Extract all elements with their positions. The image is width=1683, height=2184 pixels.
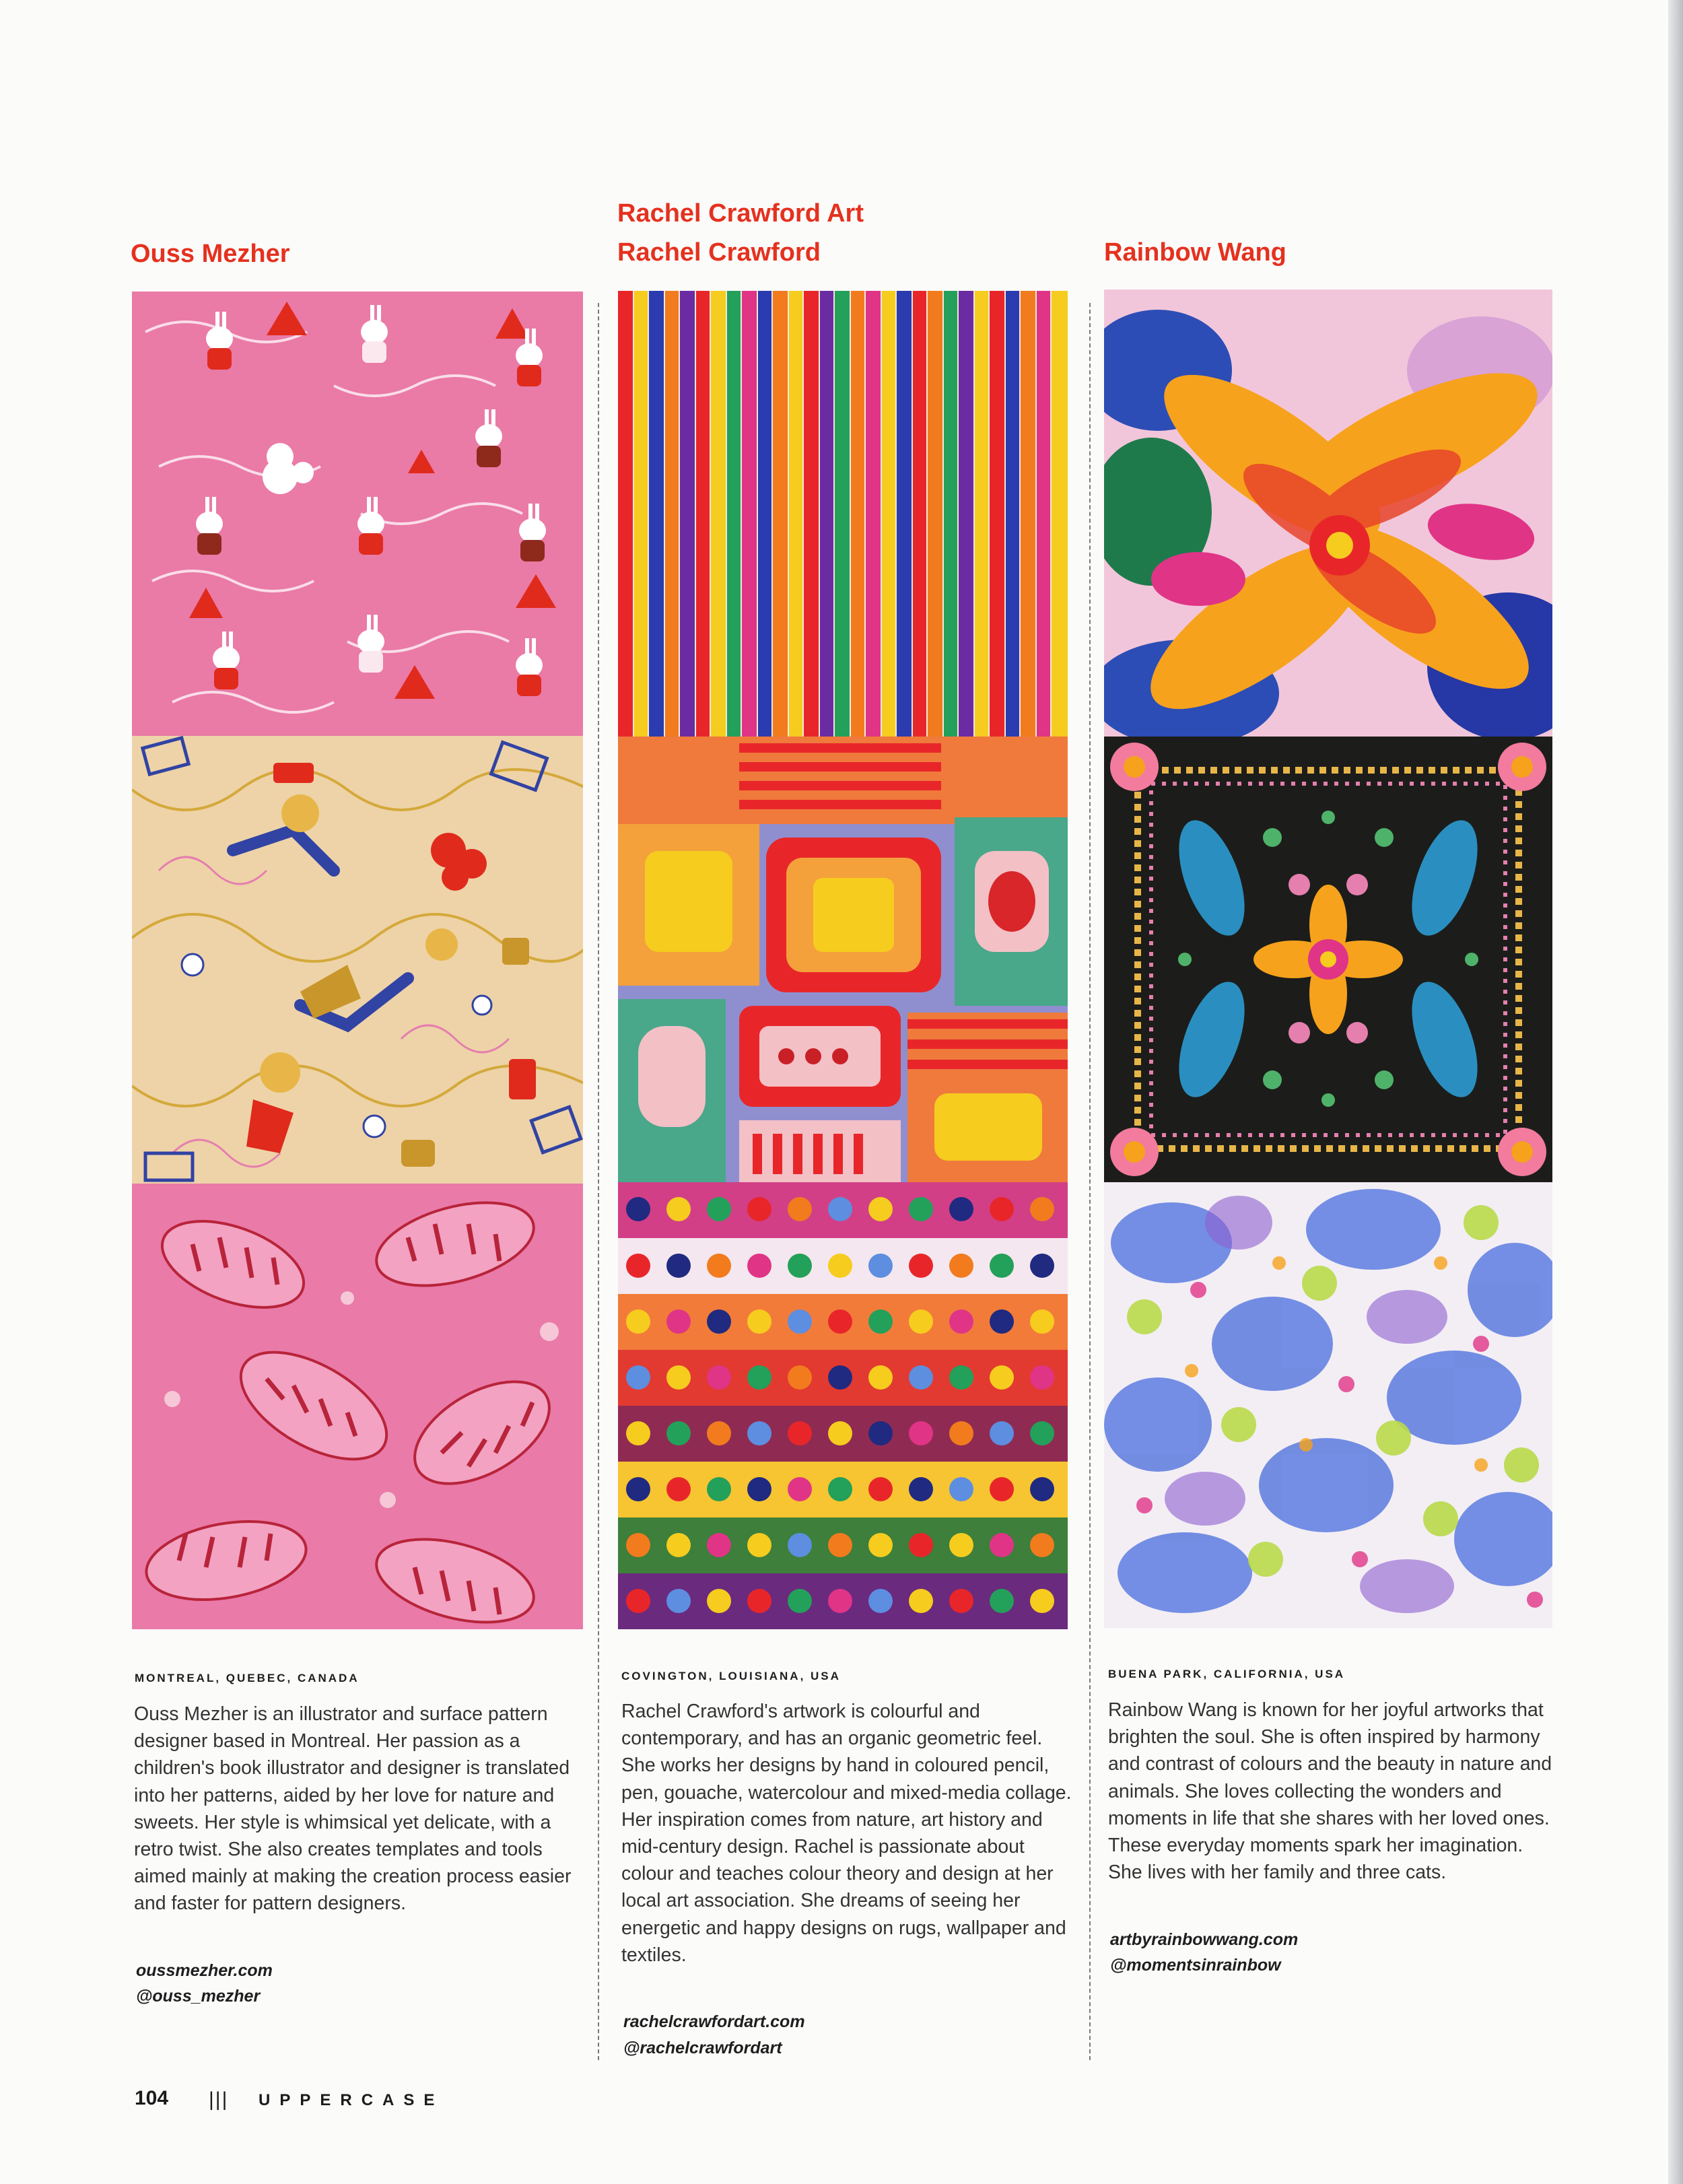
pattern-organic-geometric xyxy=(618,737,1068,1182)
social-handle[interactable]: @momentsinrainbow xyxy=(1110,1956,1281,1975)
pattern-dot-grid xyxy=(618,1182,1068,1629)
location: BUENA PARK, CALIFORNIA, USA xyxy=(1108,1668,1346,1680)
website-link[interactable]: oussmezher.com xyxy=(136,1961,273,1980)
artist-name-ouss-mezher: Ouss Mezher xyxy=(131,240,290,268)
pattern-bunnies-skating xyxy=(132,292,583,736)
artist-name-rachel-crawford: Rachel Crawford xyxy=(617,238,821,267)
pattern-peacock-scarf xyxy=(1104,737,1552,1182)
studio-name-rachel-crawford-art: Rachel Crawford Art xyxy=(617,199,864,228)
footer-separator: ||| xyxy=(209,2088,229,2111)
column-divider xyxy=(598,303,599,2060)
magazine-title: UPPERCASE xyxy=(259,2091,444,2109)
artist-bio: Ouss Mezher is an illustrator and surface pattern designer based in Montreal. Her passion as a children's book illustrator and designer is translated into her patterns, aided by her love for nature and sweets. Her style is whimsical yet delicate, with a retro twist. She also creates templates and tools aimed mainly at making the creation process easier and faster for pattern designers. xyxy=(134,1703,572,1915)
location: MONTREAL, QUEBEC, CANADA xyxy=(135,1672,359,1684)
pattern-watercolor-florals xyxy=(1104,1182,1552,1628)
artist-bio: Rainbow Wang is known for her joyful artworks that brighten the soul. She is often inspired by harmony and contrast of colours and the beauty in nature and animals. She loves collecting the wonders and moments in life that she shares with her loved ones. These everyday moments spark her imagination. She lives with her family and three cats. xyxy=(1108,1699,1552,1884)
column-divider xyxy=(1089,303,1091,2060)
page-number: 104 xyxy=(135,2087,169,2109)
social-handle[interactable]: @rachelcrawfordart xyxy=(623,2039,782,2057)
website-link[interactable]: rachelcrawfordart.com xyxy=(623,2012,805,2031)
pattern-painted-stripes xyxy=(618,291,1068,737)
pattern-watercolor-lily xyxy=(1104,289,1552,737)
page-edge-shadow xyxy=(1668,0,1683,2184)
pattern-tigers xyxy=(132,1184,583,1629)
social-handle[interactable]: @ouss_mezher xyxy=(136,1987,261,2006)
pattern-kitchen-dancers xyxy=(132,736,583,1184)
website-link[interactable]: artbyrainbowwang.com xyxy=(1110,1930,1299,1949)
artist-bio: Rachel Crawford's artwork is colourful and contemporary, and has an organic geometric feel. She works her designs by hand in coloured pencil, pen, gouache, watercolour and mixed-media collage. Her inspiration comes from nature, art history and mid-century design. Rachel is passionate about colour and teaches colour theory and design at her local art association. She dreams of seeing her energetic and happy designs on rugs, wallpaper and textiles. xyxy=(621,1701,1072,1966)
artist-name-rainbow-wang: Rainbow Wang xyxy=(1104,238,1286,267)
location: COVINGTON, LOUISIANA, USA xyxy=(621,1670,841,1682)
